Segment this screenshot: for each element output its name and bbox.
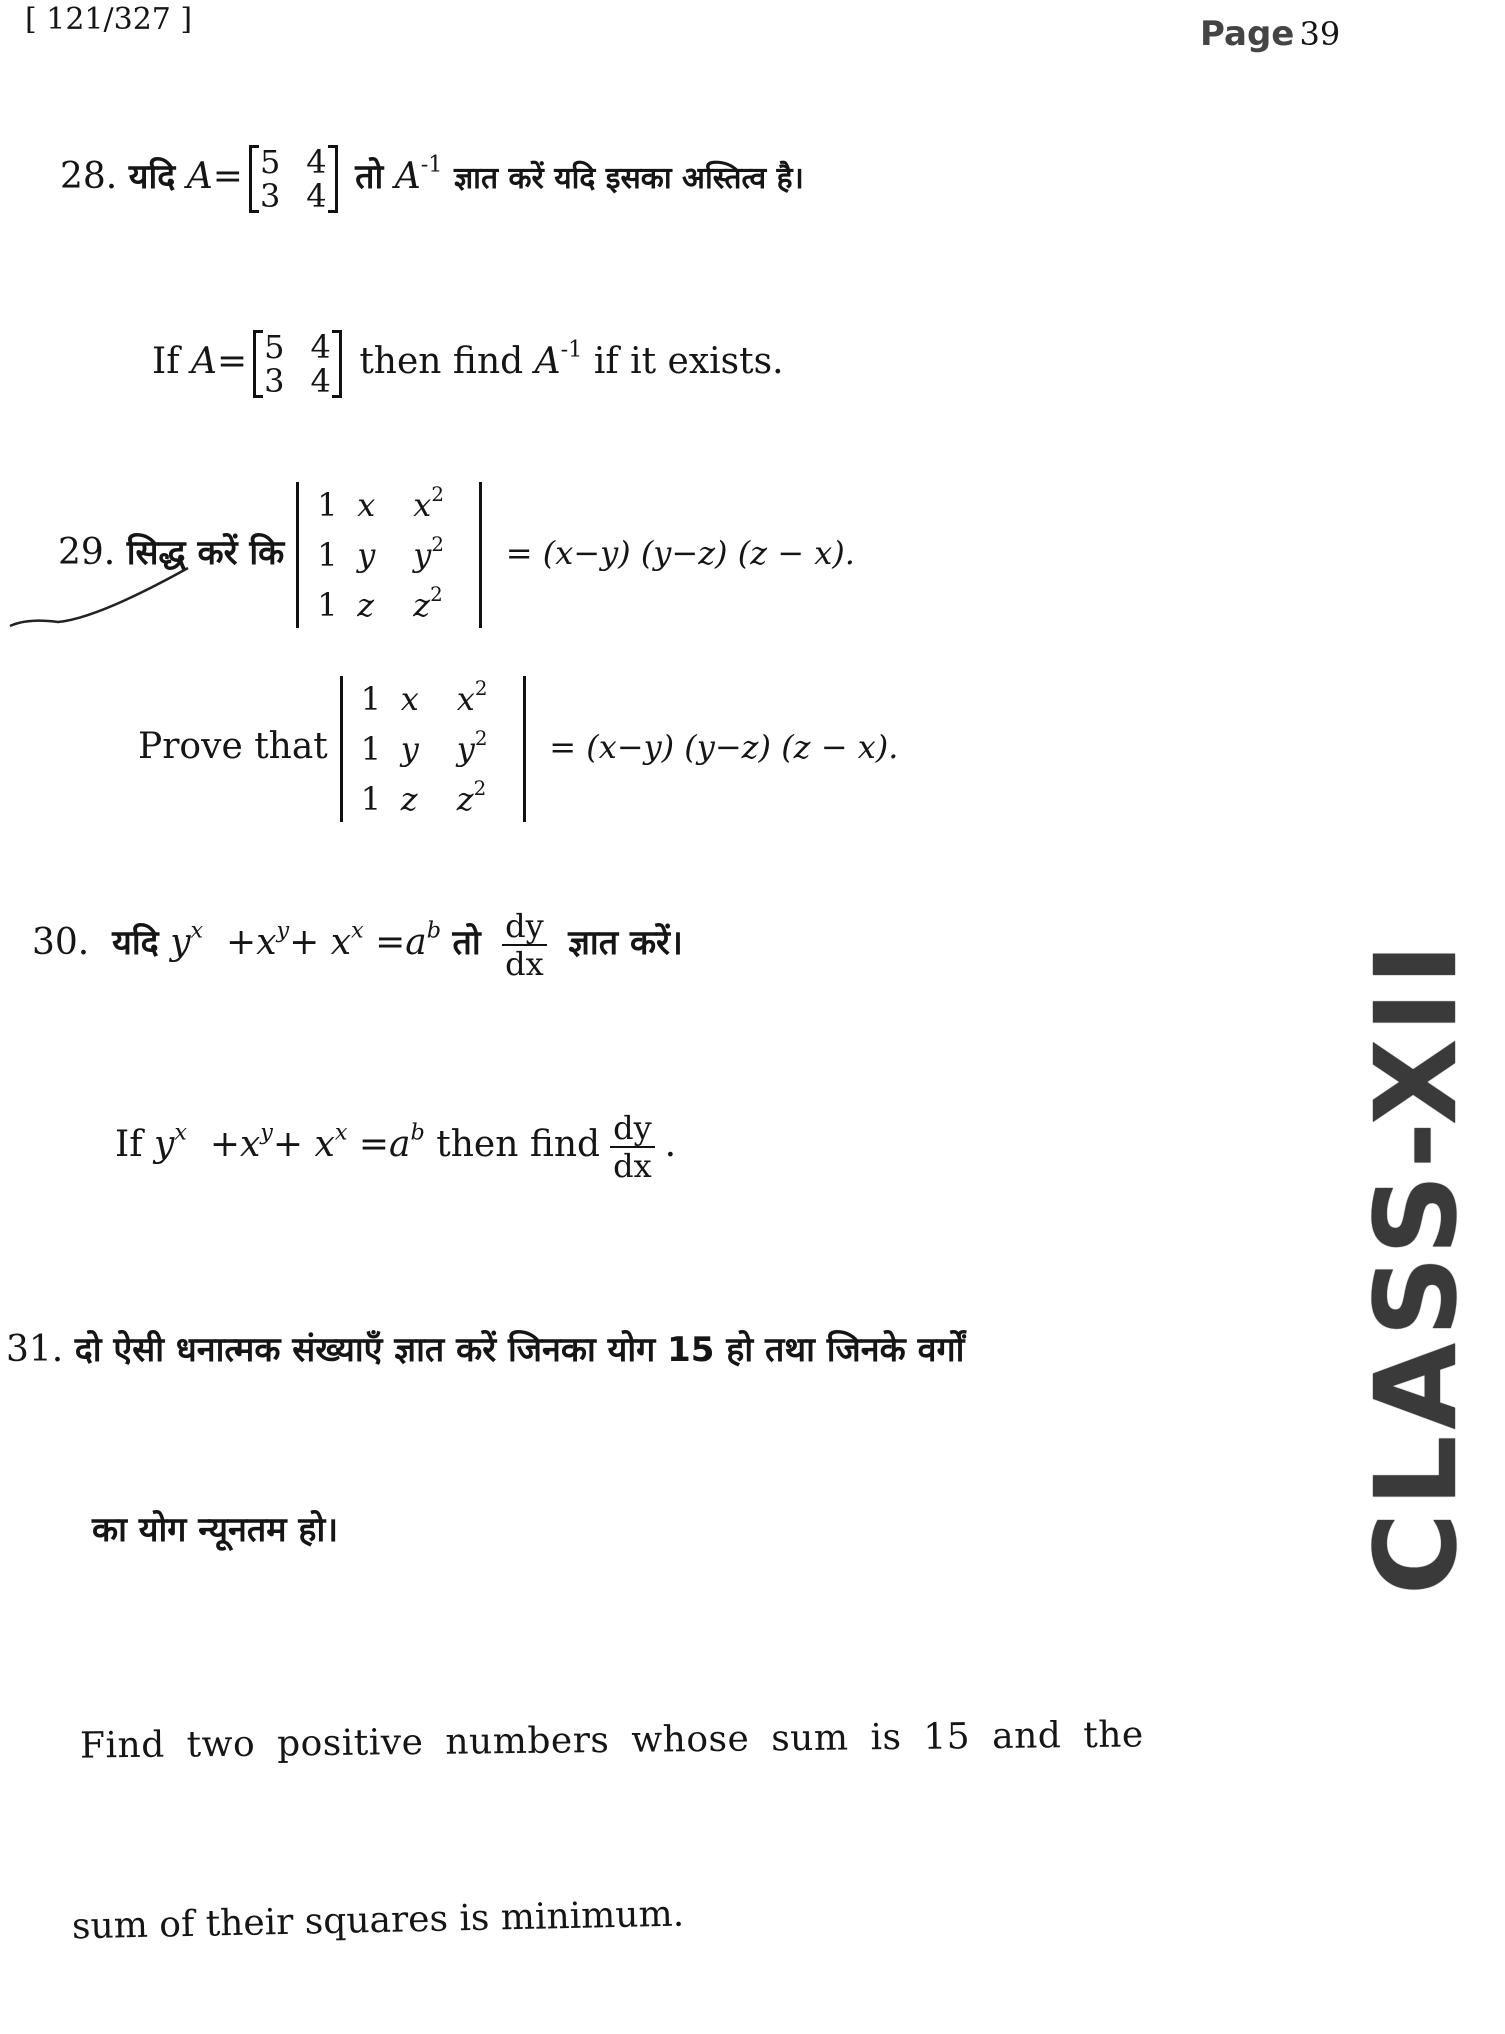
variable: A (394, 156, 421, 197)
cell: 3 (259, 177, 281, 215)
cell: 4 (306, 143, 327, 181)
q28-hindi (60, 145, 804, 213)
cell: 1 (360, 680, 382, 718)
cell: 1 (360, 780, 382, 818)
exponent: 2 (431, 483, 444, 507)
class-side-label: CLASS-XII (1352, 937, 1482, 1595)
term: +x (209, 1124, 261, 1165)
cell: 4 (310, 362, 331, 400)
text: तो (355, 157, 384, 197)
cell: y (357, 536, 376, 574)
matrix-a (249, 145, 338, 213)
q28-english (152, 330, 784, 398)
q31-english-line1: Find two positive numbers whose sum is 15 and the (79, 1714, 1144, 1767)
question-number: 31. (6, 1329, 64, 1370)
numerator: dy (502, 908, 547, 946)
cell (456, 727, 513, 768)
variable: A= (186, 156, 243, 197)
cell (456, 777, 513, 818)
variable: A= (191, 341, 248, 382)
variable: A (534, 341, 561, 382)
derivative (502, 908, 547, 982)
exponent: 2 (431, 533, 444, 557)
page-counter: [ 121/327 ] (25, 2, 193, 37)
text: then find (436, 1124, 601, 1165)
cell: 1 (317, 586, 338, 624)
base: x (456, 680, 475, 718)
text: ज्ञात करें। (568, 923, 683, 963)
exponent: x (174, 1119, 187, 1146)
exponent: 2 (473, 777, 487, 801)
denominator: dx (613, 1147, 652, 1185)
equation (170, 917, 442, 963)
text: यदि (128, 157, 176, 197)
text: तो (452, 923, 481, 963)
term: + x (289, 922, 352, 963)
q31-hindi-line2: का योग न्यूनतम हो। (92, 1510, 339, 1550)
text: दो ऐसी धनात्मक संख्याएँ ज्ञात करें जिनका योग 15 हो तथा जिनके वर्गों (74, 1330, 965, 1370)
exponent: x (351, 917, 364, 944)
term: =a (375, 922, 427, 963)
exponent: b (426, 917, 442, 944)
cell: 3 (264, 362, 285, 400)
question-number: 28. (60, 156, 118, 197)
base: z (413, 586, 431, 624)
determinant (296, 482, 482, 628)
question-number: 30. (32, 922, 90, 963)
denominator: dx (505, 945, 544, 983)
matrix-a (253, 330, 342, 398)
cell: 4 (310, 328, 331, 366)
numerator: dy (610, 1110, 655, 1148)
text: if it exists. (593, 341, 784, 382)
cell: x (357, 486, 376, 524)
q30-english (115, 1110, 676, 1184)
cell: x (400, 680, 419, 718)
exponent: y (276, 917, 290, 944)
cell: z (357, 586, 375, 624)
exponent: -1 (420, 151, 443, 178)
cell (413, 483, 469, 524)
text: then find (359, 341, 524, 382)
rhs: = (x−y) (y−z) (z − x). (549, 728, 899, 766)
text: If (115, 1124, 143, 1165)
q30-hindi (32, 908, 683, 982)
rhs: = (x−y) (y−z) (z − x). (505, 534, 855, 572)
exponent: x (334, 1119, 348, 1146)
question-number: 29. (58, 532, 116, 573)
base: z (456, 780, 474, 818)
exponent: y (260, 1119, 273, 1146)
q31-hindi-line1 (6, 1325, 964, 1371)
text: . (664, 1124, 677, 1165)
term: y (154, 1124, 175, 1165)
cell: 5 (264, 328, 285, 366)
cell: 1 (317, 536, 338, 574)
text: यदि (112, 923, 159, 963)
cell: 1 (360, 730, 382, 768)
derivative (610, 1110, 655, 1184)
base: y (456, 730, 475, 768)
page-number: 39 (1299, 15, 1341, 53)
cell (413, 583, 469, 624)
cell: 1 (317, 486, 338, 524)
term: y (170, 922, 191, 963)
term: +x (226, 922, 277, 963)
exponent: -1 (560, 336, 583, 363)
base: x (413, 486, 432, 524)
cell: 4 (306, 177, 327, 215)
page-label (1200, 14, 1340, 54)
exponent: 2 (474, 727, 488, 751)
cell: 5 (259, 143, 281, 181)
cell: z (400, 780, 418, 818)
cell: y (400, 730, 419, 768)
exponent: x (190, 917, 204, 944)
q31-english-line2: sum of their squares is minimum. (71, 1893, 685, 1948)
exponent: 2 (474, 677, 488, 701)
term: + x (272, 1124, 335, 1165)
pen-mark (8, 560, 208, 640)
text: If (152, 341, 180, 382)
exponent: 2 (430, 583, 443, 607)
text: सिद्ध करें कि (126, 533, 285, 573)
equation (154, 1119, 425, 1165)
page-word: Page (1200, 14, 1295, 54)
exponent: b (410, 1119, 425, 1146)
text: ज्ञात करें यदि इसका अस्तित्व है। (453, 161, 804, 196)
cell (456, 677, 513, 718)
cell (413, 533, 469, 574)
determinant (340, 676, 526, 822)
q29-english (138, 676, 898, 822)
term: =a (358, 1124, 411, 1165)
text: Prove that (138, 726, 328, 767)
base: y (413, 536, 432, 574)
